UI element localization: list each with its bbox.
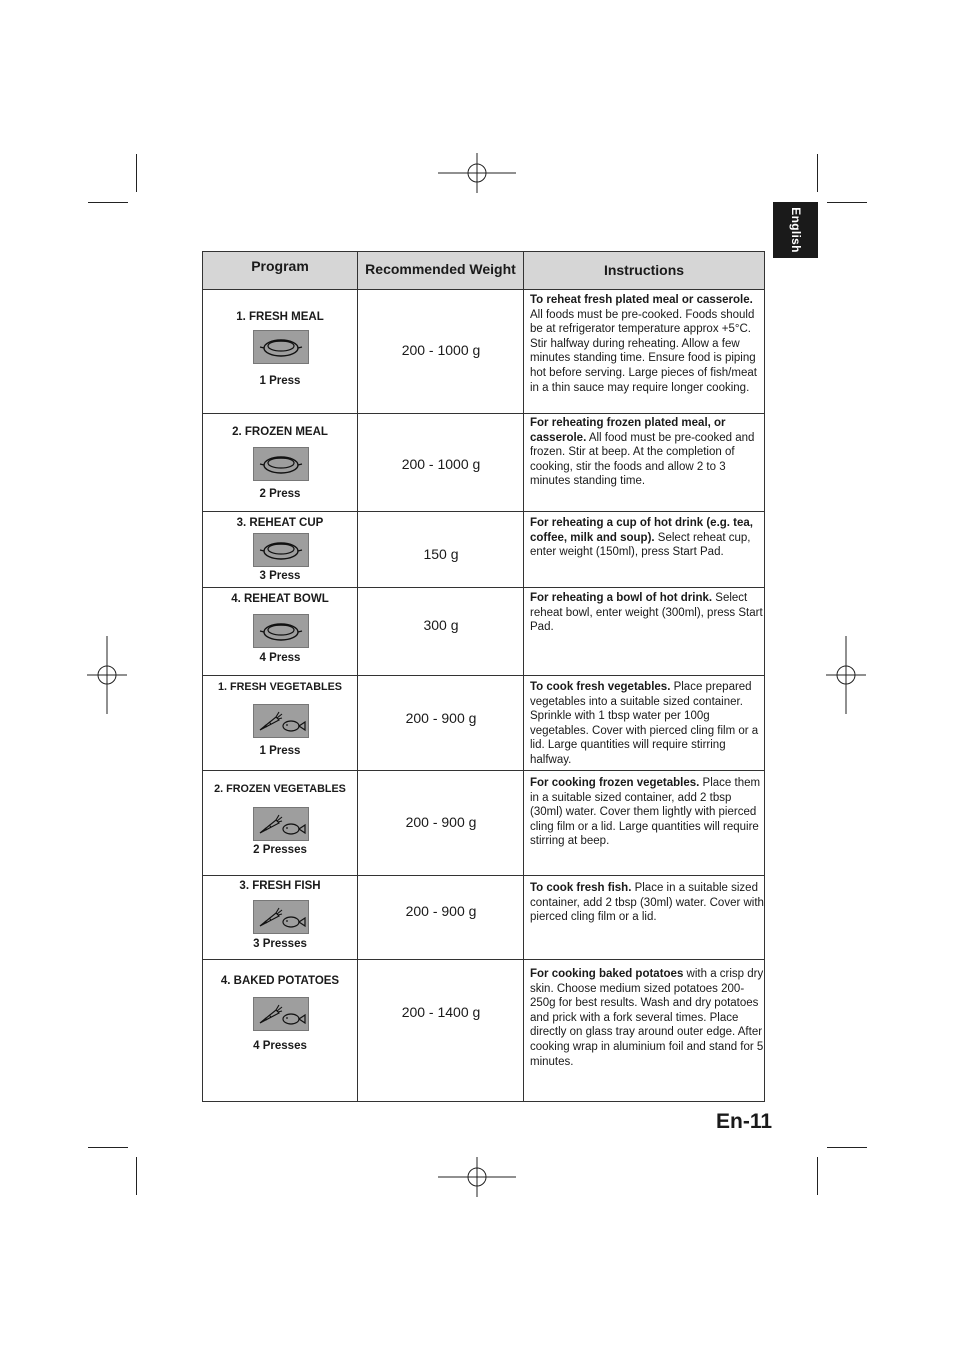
table-row	[203, 511, 764, 587]
instruction-text: Place in a suitable sized container, add 2 tbsp (30ml) water. Cover with pierced cling film or a lid.	[530, 882, 764, 924]
press-count: 1 Press	[259, 745, 301, 757]
crop-mark	[136, 154, 137, 192]
auto-cook-table	[202, 251, 765, 1102]
instruction-heading: For reheating a cup of hot drink (e.g. tea, coffee, milk and soup).	[530, 517, 753, 544]
instruction-text: Select reheat bowl, enter weight (300ml), press Start Pad.	[530, 592, 763, 634]
carrot-fish-icon	[253, 704, 309, 738]
recommended-weight: 300 g	[423, 617, 459, 633]
instruction-text: Place them in a suitable sized container, add 2 tbsp (30ml) water. Cover them lightly with pierced cling film or a lid. Large quantities will require stirring at beep.	[530, 777, 761, 848]
press-count: 1 Press	[259, 375, 301, 387]
program-name: 3. REHEAT CUP	[236, 517, 324, 529]
crop-mark	[88, 1147, 128, 1148]
header-program: Program	[251, 258, 309, 274]
carrot-fish-icon	[253, 807, 309, 841]
crop-mark	[827, 1147, 867, 1148]
crop-mark	[817, 154, 818, 192]
instructions-cell	[530, 591, 766, 635]
press-count: 3 Presses	[253, 938, 307, 950]
registration-mark-icon	[826, 636, 866, 714]
table-row	[203, 959, 764, 1101]
program-name: 4. REHEAT BOWL	[231, 593, 329, 605]
instructions-cell	[530, 680, 766, 768]
carrot-fish-icon	[253, 900, 309, 934]
table-row	[203, 770, 764, 875]
registration-mark-icon	[87, 636, 127, 714]
crop-mark	[136, 1157, 137, 1195]
instruction-heading: For reheating frozen plated meal, or casserole.	[530, 417, 726, 444]
instruction-heading: For cooking baked potatoes	[530, 968, 684, 980]
press-count: 2 Presses	[253, 844, 307, 856]
program-cell	[203, 959, 357, 1101]
instruction-text: with a crisp dry skin. Choose medium sized potatoes 200-250g for best results. Wash and dry potatoes and prick with a fork several times. Place directly on glass tray around outer edge. After cooking wrap in aluminium foil and stand for 5 minutes.	[530, 968, 764, 1068]
program-cell	[203, 511, 357, 587]
program-cell	[203, 770, 357, 875]
dish-icon	[253, 447, 309, 481]
dish-icon	[253, 330, 309, 364]
dish-icon	[253, 614, 309, 648]
language-tab	[773, 202, 818, 258]
language-tab-label: English	[788, 207, 803, 253]
carrot-fish-icon	[253, 997, 309, 1031]
program-name: 1. FRESH MEAL	[236, 311, 324, 323]
recommended-weight: 200 - 1000 g	[401, 456, 481, 472]
instruction-heading: To cook fresh fish.	[530, 882, 632, 894]
instructions-cell	[530, 516, 766, 560]
instructions-cell	[530, 967, 766, 1069]
recommended-weight: 200 - 1000 g	[401, 342, 481, 358]
dish-icon	[253, 533, 309, 567]
press-count: 4 Presses	[253, 1040, 307, 1052]
instructions-cell	[530, 293, 766, 395]
table-row	[203, 587, 764, 675]
crop-mark	[88, 202, 128, 203]
header-instructions: Instructions	[603, 262, 685, 278]
recommended-weight: 150 g	[423, 546, 459, 562]
instruction-heading: For cooking frozen vegetables.	[530, 777, 700, 789]
registration-mark-icon	[438, 153, 516, 193]
instruction-heading: To reheat fresh plated meal or casserole.	[530, 294, 753, 306]
program-name: 2. FROZEN MEAL	[232, 426, 328, 438]
table-row	[203, 675, 764, 770]
page-number: En-11	[716, 1110, 773, 1133]
instruction-heading: For reheating a bowl of hot drink.	[530, 592, 713, 604]
instruction-text: Place prepared vegetables into a suitable sized container. Sprinkle with 1 tbsp water per 100g vegetables. Cover with pierced cling film or a lid. Large quantities will require stirring halfway.	[530, 681, 759, 766]
program-cell	[203, 289, 357, 413]
program-cell	[203, 413, 357, 511]
instruction-text: All food must be pre-cooked and frozen. Stir at beep. At the completion of cooking, stir the foods and allow 2 to 3 minutes standing time.	[530, 431, 755, 488]
program-name: 2. FROZEN VEGETABLES	[214, 783, 346, 795]
instruction-text: Select reheat cup, enter weight (150ml), press Start Pad.	[530, 531, 751, 559]
program-cell	[203, 587, 357, 675]
instructions-cell	[530, 416, 766, 489]
recommended-weight: 200 - 900 g	[405, 814, 477, 830]
header-weight: Recommended Weight	[365, 261, 516, 277]
program-cell	[203, 675, 357, 770]
instruction-text: All foods must be pre-cooked. Foods should be at refrigerator temperature approx +5°C. Stir halfway during reheating. Allow a few minutes standing time. Ensure food is piping hot before serving. Large pieces of fish/meat in a thin sauce may require longer cooking.	[530, 308, 757, 394]
recommended-weight: 200 - 900 g	[405, 710, 477, 726]
table-row	[203, 289, 764, 413]
instruction-heading: To cook fresh vegetables.	[530, 681, 671, 693]
press-count: 3 Press	[259, 570, 301, 582]
instructions-cell	[530, 776, 766, 849]
program-name: 3. FRESH FISH	[239, 880, 321, 892]
press-count: 4 Press	[259, 652, 301, 664]
program-cell	[203, 875, 357, 959]
program-name: 4. BAKED POTATOES	[220, 975, 340, 987]
table-row	[203, 875, 764, 959]
instructions-cell	[530, 881, 766, 925]
recommended-weight: 200 - 1400 g	[401, 1004, 481, 1020]
press-count: 2 Press	[259, 488, 301, 500]
crop-mark	[817, 1157, 818, 1195]
program-name: 1. FRESH VEGETABLES	[218, 681, 342, 693]
registration-mark-icon	[438, 1157, 516, 1197]
crop-mark	[827, 202, 867, 203]
recommended-weight: 200 - 900 g	[405, 903, 477, 919]
table-row	[203, 413, 764, 511]
